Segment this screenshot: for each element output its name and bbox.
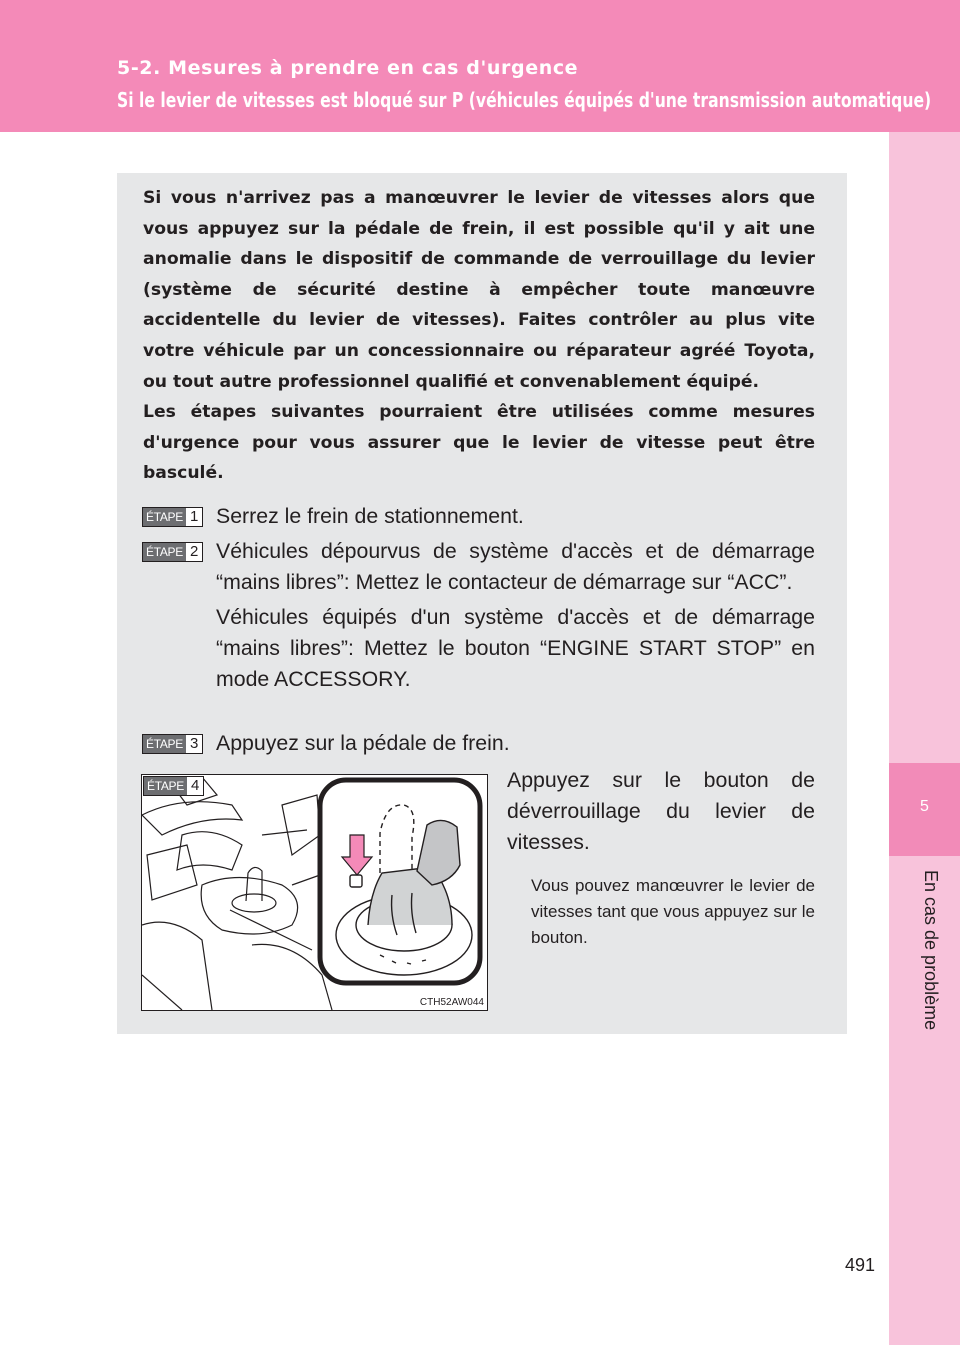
intro-text: [143, 183, 815, 489]
intro-paragraph: Si vous n'arrivez pas a manœuvrer le levier de vitesses alors que vous appuyez sur la pédale de frein, il est possible qu'il y ait une anomalie dans le dispositif de commande de verrouillage du levier (système de sécurité destine à empêcher toute manœuvre accidentelle du levier de vitesses). Faites contrôler au plus vite votre véhicule par un concessionnaire ou réparateur agréé Toyota, ou tout autre professionnel qualifié et convenablement équipé.: [143, 188, 815, 392]
step-badge-number: 3: [186, 735, 202, 753]
step-text: Véhicules dépourvus de système d'accès et de démarrage “mains libres”: Mettez le contacteur de démarrage sur “ACC”.: [216, 539, 815, 594]
section-label: 5-2. Mesures à prendre en cas d'urgence: [117, 57, 579, 79]
step-badge-label: ÉTAPE: [143, 508, 186, 526]
step-badge: [143, 776, 204, 796]
chapter-number: 5: [920, 798, 929, 815]
intro-paragraph: Les étapes suivantes pourraient être utilisées comme mesures d'urgence pour vous assurer que le levier de vitesse peut être basculé.: [143, 402, 815, 484]
chapter-side-tab: [889, 132, 960, 1345]
chapter-number-box: [889, 763, 960, 856]
step-3: [142, 728, 815, 759]
page-header: [0, 0, 960, 132]
step-text: Serrez le frein de stationnement.: [216, 504, 524, 528]
step-badge: [142, 542, 203, 562]
step-2: [142, 536, 815, 695]
step-text: Appuyez sur la pédale de frein.: [216, 731, 510, 755]
step-badge-label: ÉTAPE: [144, 777, 187, 795]
instructions-panel: [117, 173, 847, 1034]
step-badge-label: ÉTAPE: [143, 735, 186, 753]
page-number: 491: [845, 1255, 876, 1275]
gear-shift-lever-drawing: [142, 775, 487, 1010]
step-badge-number: 4: [187, 777, 203, 795]
shift-lever-illustration: [141, 774, 488, 1011]
step-badge-label: ÉTAPE: [143, 543, 186, 561]
step-1: [142, 501, 815, 532]
chapter-title: En cas de problème: [921, 870, 941, 1031]
step-4-text: Appuyez sur le bouton de déverrouillage du levier de vitesses.: [507, 768, 815, 854]
step-text-alternate: Véhicules équipés d'un système d'accès et de démarrage “mains libres”: Mettez le bouton “ENGINE START STOP” en mode ACCESSORY.: [216, 605, 815, 691]
step-badge: [142, 734, 203, 754]
step-badge-number: 1: [186, 508, 202, 526]
page-title: Si le levier de vitesses est bloqué sur P (véhicules équipés d'une transmission automatique): [117, 88, 932, 112]
figure-code: CTH52AW044: [419, 997, 484, 1008]
step-4-note: Vous pouvez manœuvrer le levier de vitesses tant que vous appuyez sur le bouton.: [531, 876, 815, 947]
step-badge: [142, 507, 203, 527]
step-badge-number: 2: [186, 543, 202, 561]
